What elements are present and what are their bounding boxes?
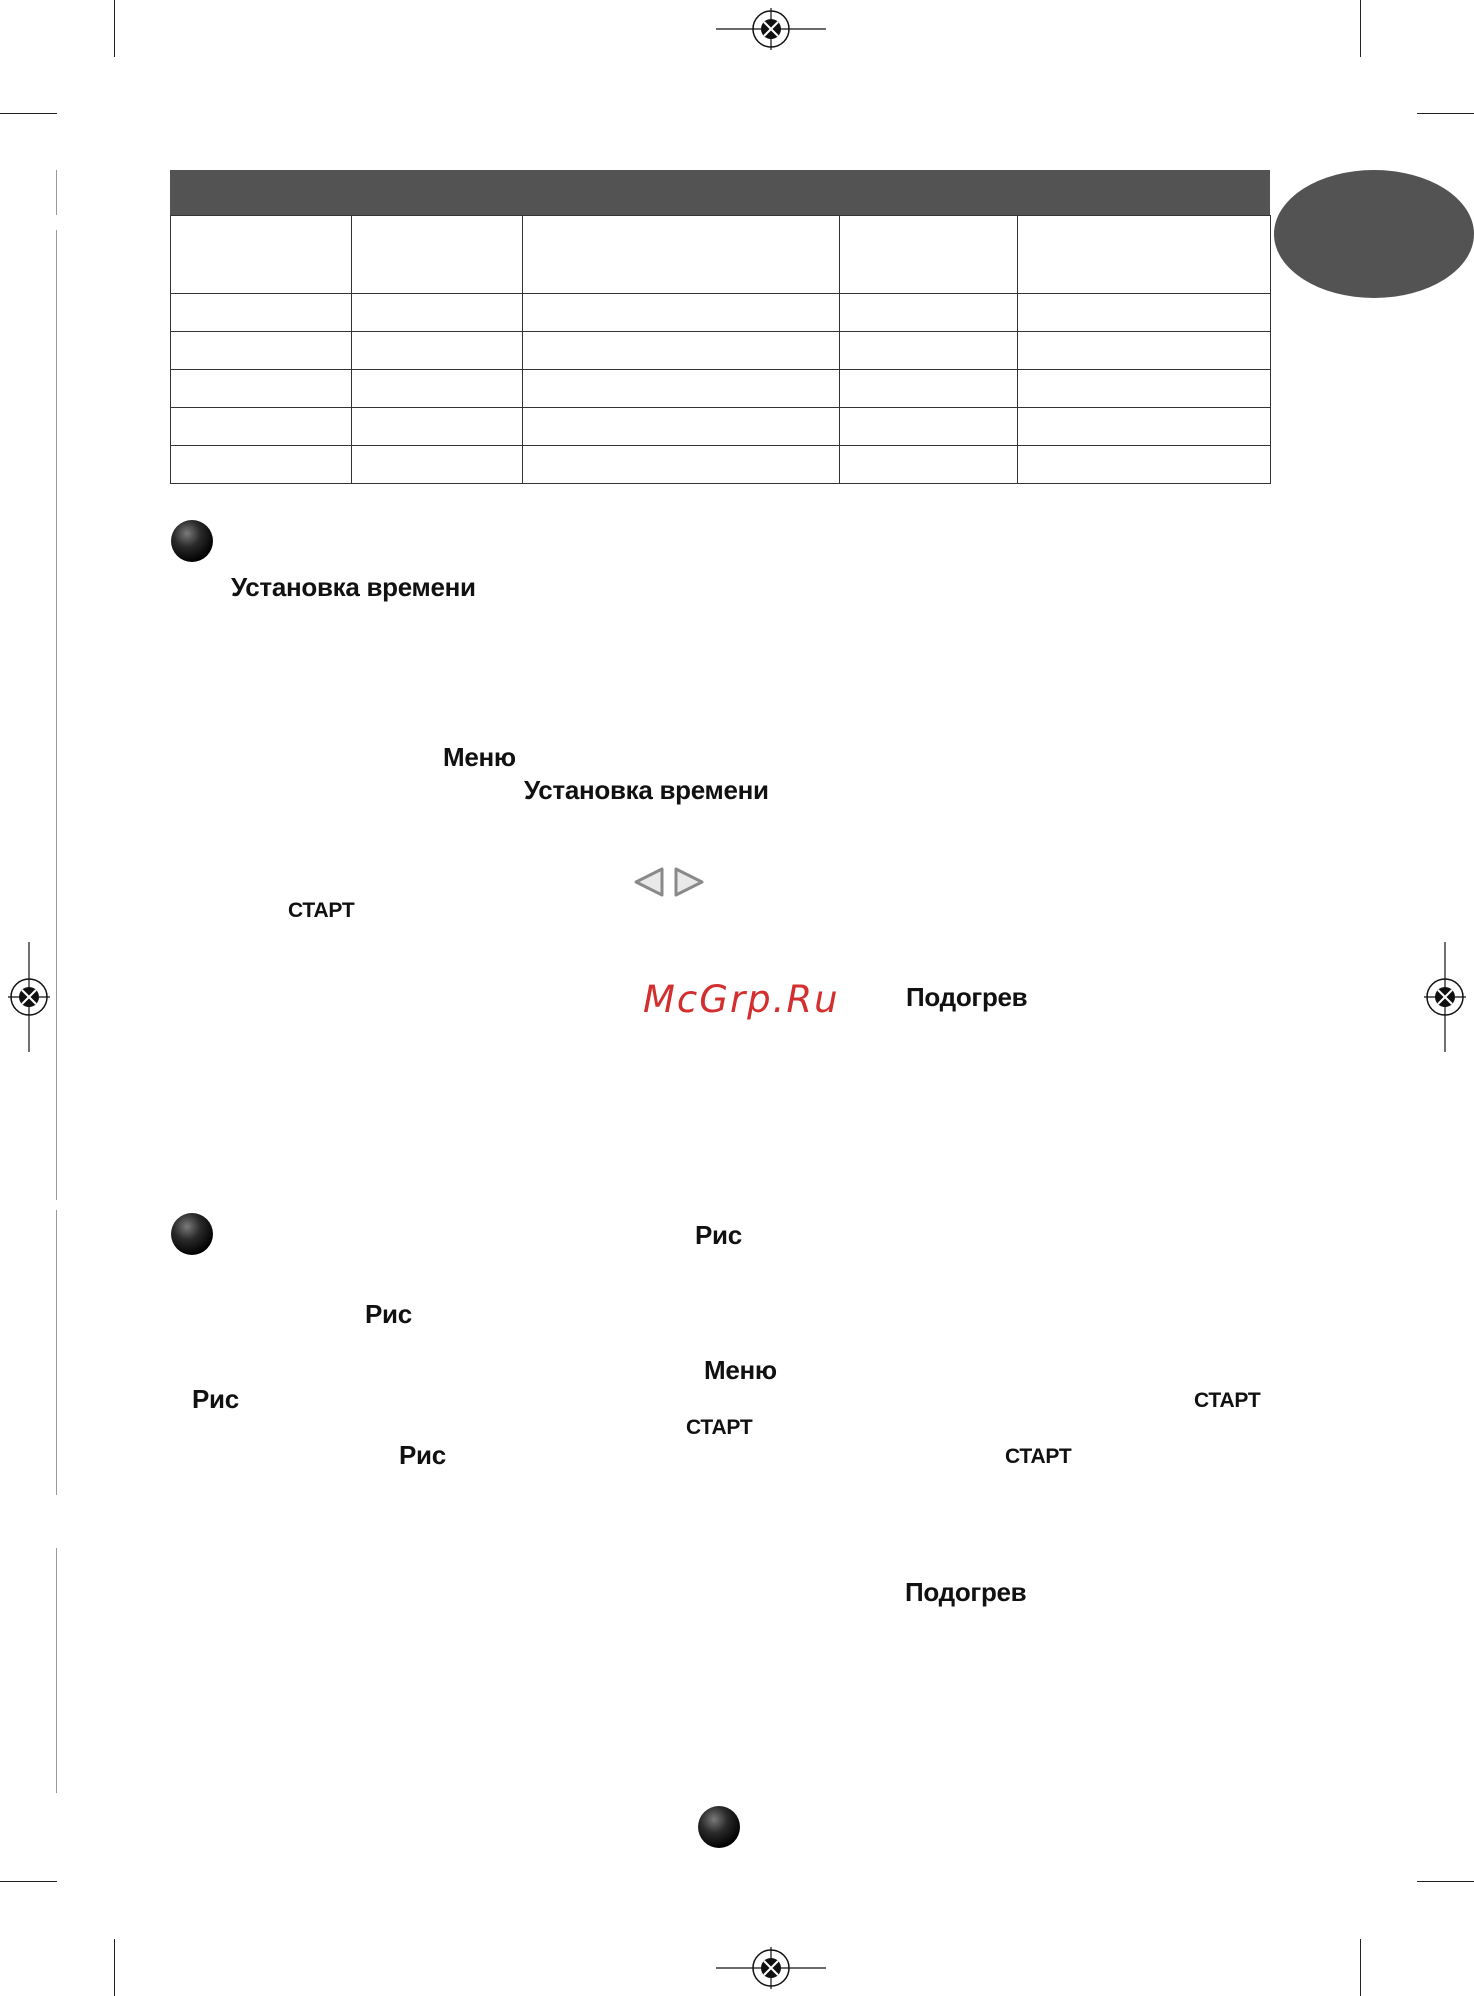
right-arrow-icon (672, 866, 706, 898)
start-ref: СТАРТ (288, 899, 355, 922)
registration-mark-icon (8, 942, 50, 1052)
watermark: McGrp.Ru (643, 978, 840, 1021)
start-ref: СТАРТ (686, 1416, 753, 1439)
page-number-bullet-icon (698, 1806, 740, 1848)
section-bullet-icon (171, 520, 213, 562)
fig-ref: Рис (695, 1220, 742, 1250)
table-header-bar (170, 170, 1270, 215)
section-tab (1274, 170, 1474, 298)
crop-mark (1417, 1881, 1474, 1882)
gutter-line (56, 1548, 57, 1793)
crop-mark (0, 1881, 57, 1882)
crop-mark (0, 113, 57, 114)
warm-ref: Подогрев (905, 1577, 1027, 1607)
crop-mark (114, 1939, 115, 1996)
warm-ref: Подогрев (906, 982, 1028, 1012)
table-row (171, 332, 1271, 370)
crop-mark (114, 0, 115, 57)
table-row (171, 294, 1271, 332)
start-ref: СТАРТ (1194, 1389, 1261, 1412)
gutter-line (56, 170, 57, 215)
section-heading: Установка времени (231, 572, 476, 602)
table-row (171, 408, 1271, 446)
fig-ref: Рис (399, 1440, 446, 1470)
table-row (171, 216, 1271, 294)
fig-ref: Рис (192, 1384, 239, 1414)
registration-mark-icon (1424, 942, 1466, 1052)
table-row (171, 446, 1271, 484)
crop-mark (1360, 1939, 1361, 1996)
menu-ref: Меню (704, 1355, 777, 1385)
menu-ref: Меню (443, 742, 516, 772)
program-table (170, 215, 1271, 484)
table-row (171, 370, 1271, 408)
section-tab-shape (1274, 170, 1474, 298)
left-arrow-icon (632, 866, 666, 898)
registration-mark-icon (716, 8, 826, 50)
gutter-line (56, 1210, 57, 1495)
fig-ref: Рис (365, 1299, 412, 1329)
gutter-line (56, 230, 57, 1170)
start-ref: СТАРТ (1005, 1445, 1072, 1468)
setting-ref: Установка времени (524, 775, 769, 805)
crop-mark (1417, 113, 1474, 114)
gutter-line (56, 1160, 57, 1200)
section-bullet-icon (171, 1213, 213, 1255)
registration-mark-icon (716, 1947, 826, 1989)
crop-mark (1360, 0, 1361, 57)
